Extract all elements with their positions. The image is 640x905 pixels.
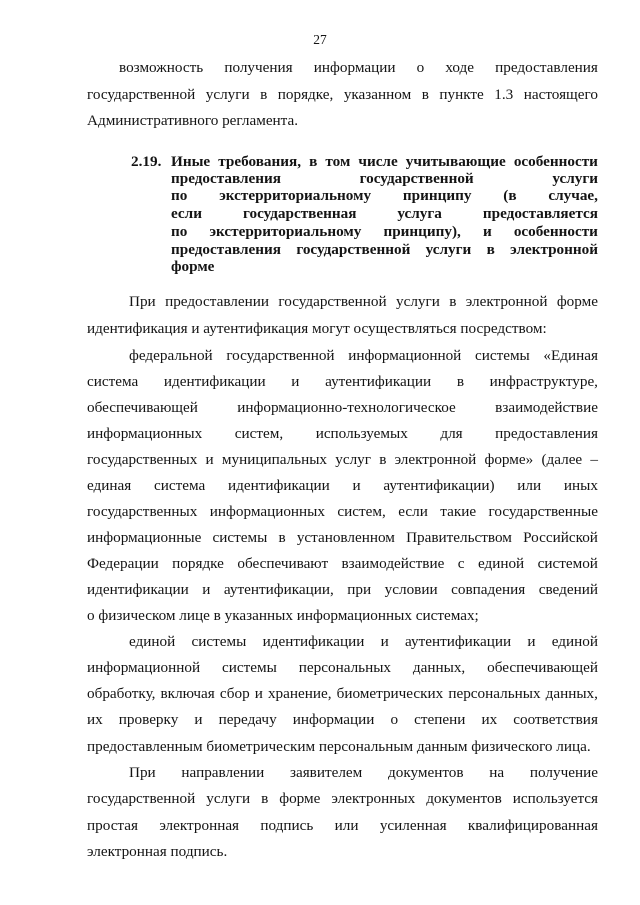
word: том bbox=[325, 153, 351, 170]
word: предоставлении bbox=[165, 293, 270, 310]
word: биометрических bbox=[336, 685, 444, 702]
word: соответствия bbox=[513, 711, 598, 728]
word: (в bbox=[503, 187, 517, 204]
word: учитывающие bbox=[405, 153, 506, 170]
word: услуги bbox=[206, 790, 251, 807]
word: по bbox=[171, 187, 188, 204]
word: для bbox=[440, 425, 463, 442]
word: по bbox=[171, 223, 188, 240]
word: и bbox=[482, 223, 492, 240]
page-number: 27 bbox=[313, 32, 327, 47]
word: системы bbox=[191, 633, 247, 650]
word: система bbox=[154, 477, 206, 494]
word: обеспечивают bbox=[237, 555, 329, 572]
word: единой bbox=[129, 633, 176, 650]
word: государственных bbox=[87, 503, 198, 520]
word: единой bbox=[477, 555, 525, 572]
body-line bbox=[87, 425, 598, 443]
word: 1.3 bbox=[494, 86, 514, 103]
word: и bbox=[291, 373, 300, 390]
word: единой bbox=[551, 633, 598, 650]
word: электронной bbox=[465, 293, 548, 310]
body-line bbox=[129, 347, 598, 365]
word: используется bbox=[512, 790, 598, 807]
word: их bbox=[481, 711, 498, 728]
body-line bbox=[129, 764, 598, 782]
body-line: идентификация и аутентификация могут осуществляться посредством: bbox=[87, 320, 547, 337]
word: При bbox=[129, 293, 156, 310]
word: в bbox=[379, 451, 387, 468]
word: в bbox=[309, 153, 318, 170]
word: в bbox=[449, 293, 457, 310]
word: Иные bbox=[171, 153, 211, 170]
word: особенности bbox=[513, 153, 598, 170]
word: в bbox=[456, 373, 464, 390]
heading-line bbox=[171, 205, 598, 223]
word: сбор bbox=[219, 685, 250, 702]
word: и bbox=[202, 581, 211, 598]
word: предоставления bbox=[495, 425, 598, 442]
body-line bbox=[87, 817, 598, 835]
word: идентификации bbox=[228, 477, 330, 494]
word: аутентификации bbox=[325, 373, 432, 390]
word: получения bbox=[224, 59, 293, 76]
word: о bbox=[390, 711, 399, 728]
word: их bbox=[87, 711, 103, 728]
intro-line bbox=[119, 59, 598, 77]
word: форме bbox=[556, 293, 598, 310]
word: и bbox=[527, 633, 536, 650]
word: квалифицированная bbox=[467, 817, 598, 834]
word: требования, bbox=[218, 153, 302, 170]
word: экстерриториальному bbox=[209, 223, 362, 240]
word: государственной bbox=[87, 86, 196, 103]
word: простая bbox=[87, 817, 138, 834]
heading-line bbox=[171, 170, 598, 188]
word: системой bbox=[537, 555, 598, 572]
word: форме» bbox=[484, 451, 534, 468]
word: порядке bbox=[172, 555, 224, 572]
word: и bbox=[380, 633, 389, 650]
word: – bbox=[590, 451, 598, 468]
body-line bbox=[87, 659, 598, 677]
word: идентификации bbox=[262, 633, 365, 650]
word: (далее bbox=[541, 451, 583, 468]
word: в bbox=[421, 86, 429, 103]
body-line bbox=[87, 399, 598, 417]
word: направлении bbox=[181, 764, 265, 781]
heading-line bbox=[171, 241, 598, 259]
word: государственных bbox=[87, 451, 198, 468]
word: порядке, bbox=[277, 86, 334, 103]
word: электронная bbox=[159, 817, 240, 834]
word: идентификации bbox=[163, 373, 266, 390]
body-line: электронная подпись. bbox=[87, 843, 228, 860]
word: системы bbox=[474, 347, 530, 364]
word: персональных bbox=[448, 685, 541, 702]
word: предоставляется bbox=[482, 205, 598, 222]
word: предоставления bbox=[171, 170, 281, 187]
word: услуги bbox=[425, 241, 472, 258]
word: аутентификации, bbox=[223, 581, 334, 598]
word: государственной bbox=[226, 347, 335, 364]
word: предоставления bbox=[171, 241, 281, 258]
word: в bbox=[486, 241, 495, 258]
body-line bbox=[129, 633, 598, 651]
word: подпись bbox=[260, 817, 314, 834]
word: электронной bbox=[394, 451, 477, 468]
word: указанном bbox=[343, 86, 412, 103]
word: федеральной bbox=[129, 347, 213, 364]
word: пункте bbox=[439, 86, 484, 103]
word: взаимодействие bbox=[341, 555, 445, 572]
word: услуги bbox=[205, 86, 250, 103]
word: информационных bbox=[209, 503, 325, 520]
word: государственной bbox=[359, 170, 474, 187]
word: используемых bbox=[315, 425, 408, 442]
word: системы bbox=[212, 529, 268, 546]
word: форме bbox=[279, 790, 321, 807]
word: установленном bbox=[296, 529, 395, 546]
word: государственной bbox=[296, 241, 411, 258]
word: принципу), bbox=[383, 223, 461, 240]
word: данных, bbox=[412, 659, 466, 676]
body-line bbox=[87, 477, 598, 495]
word: При bbox=[129, 764, 156, 781]
heading-line bbox=[171, 153, 598, 171]
word: заявителем bbox=[289, 764, 363, 781]
word: степени bbox=[414, 711, 466, 728]
heading-line bbox=[171, 223, 598, 241]
word: систем, bbox=[337, 503, 386, 520]
word: услуги bbox=[552, 170, 598, 187]
word: информационной bbox=[87, 659, 201, 676]
body-line: предоставленным биометрическим персональным данным физического лица. bbox=[87, 738, 591, 755]
word: информационно-технологическое bbox=[237, 399, 456, 416]
word: идентификации bbox=[87, 581, 189, 598]
word: обеспечивающей bbox=[87, 399, 198, 416]
word: числе bbox=[358, 153, 398, 170]
word: с bbox=[457, 555, 465, 572]
word: система bbox=[87, 373, 139, 390]
word: настоящего bbox=[523, 86, 598, 103]
body-line bbox=[87, 790, 598, 808]
word: инфраструктуре, bbox=[489, 373, 598, 390]
word: услуга bbox=[397, 205, 442, 222]
word: случае, bbox=[548, 187, 598, 204]
word: данных, bbox=[545, 685, 598, 702]
word: Правительством bbox=[406, 529, 512, 546]
word: в bbox=[261, 790, 269, 807]
word: получение bbox=[529, 764, 598, 781]
word: документов bbox=[388, 764, 464, 781]
body-line bbox=[87, 685, 598, 703]
word: систем, bbox=[234, 425, 284, 442]
body-line bbox=[87, 451, 598, 469]
word: и bbox=[352, 477, 361, 494]
word: и bbox=[194, 711, 203, 728]
word: на bbox=[489, 764, 505, 781]
word: экстерриториальному bbox=[219, 187, 372, 204]
intro-line bbox=[87, 86, 598, 104]
word: в bbox=[260, 86, 268, 103]
word: информационные bbox=[87, 529, 202, 546]
word: информации bbox=[313, 59, 396, 76]
word: при bbox=[347, 581, 372, 598]
body-line: о физическом лице в указанных информационных системах; bbox=[87, 607, 479, 624]
body-line bbox=[87, 373, 598, 391]
word: персональных bbox=[298, 659, 391, 676]
intro-line: Административного регламента. bbox=[87, 112, 299, 129]
word: государственной bbox=[278, 293, 387, 310]
word: информационных bbox=[87, 425, 203, 442]
word: или bbox=[517, 477, 542, 494]
word: информационной bbox=[348, 347, 462, 364]
word: обеспечивающей bbox=[487, 659, 598, 676]
word: предоставления bbox=[495, 59, 598, 76]
word: единая bbox=[87, 477, 132, 494]
word: совпадения bbox=[451, 581, 526, 598]
word: если bbox=[171, 205, 202, 222]
word: «Единая bbox=[543, 347, 598, 364]
word: услуг bbox=[335, 451, 371, 468]
word: муниципальных bbox=[221, 451, 328, 468]
body-line bbox=[87, 555, 598, 573]
word: ходе bbox=[445, 59, 474, 76]
body-line bbox=[129, 293, 598, 311]
word: государственные bbox=[488, 503, 598, 520]
word: системы bbox=[222, 659, 277, 676]
body-line bbox=[87, 529, 598, 547]
word: информации bbox=[292, 711, 375, 728]
word: услуги bbox=[395, 293, 440, 310]
body-line bbox=[87, 503, 598, 521]
body-line bbox=[87, 581, 598, 599]
word: усиленная bbox=[379, 817, 447, 834]
word: или bbox=[334, 817, 359, 834]
section-number: 2.19. bbox=[131, 153, 162, 170]
word: Федерации bbox=[87, 555, 159, 572]
word: в bbox=[278, 529, 286, 546]
heading-line bbox=[171, 187, 598, 205]
word: взаимодействие bbox=[495, 399, 598, 416]
word: передачу bbox=[218, 711, 277, 728]
word: обработку, bbox=[87, 685, 156, 702]
word: и bbox=[205, 451, 214, 468]
word: проверку bbox=[118, 711, 179, 728]
word: и bbox=[254, 685, 263, 702]
word: возможность bbox=[119, 59, 204, 76]
word: электронных bbox=[331, 790, 416, 807]
word: включая bbox=[160, 685, 215, 702]
word: о bbox=[416, 59, 425, 76]
word: такие bbox=[440, 503, 477, 520]
word: принципу bbox=[402, 187, 472, 204]
word: документов bbox=[426, 790, 502, 807]
word: аутентификации) bbox=[383, 477, 495, 494]
word: Российской bbox=[523, 529, 598, 546]
word: хранение, bbox=[267, 685, 332, 702]
word: электронной bbox=[510, 241, 598, 258]
word: если bbox=[398, 503, 428, 520]
word: государственная bbox=[242, 205, 357, 222]
word: условии bbox=[384, 581, 438, 598]
word: сведений bbox=[538, 581, 598, 598]
word: аутентификации bbox=[405, 633, 512, 650]
word: особенности bbox=[513, 223, 598, 240]
word: иных bbox=[563, 477, 598, 494]
body-line bbox=[87, 711, 598, 729]
word: государственной bbox=[87, 790, 196, 807]
heading-line: форме bbox=[171, 258, 215, 275]
